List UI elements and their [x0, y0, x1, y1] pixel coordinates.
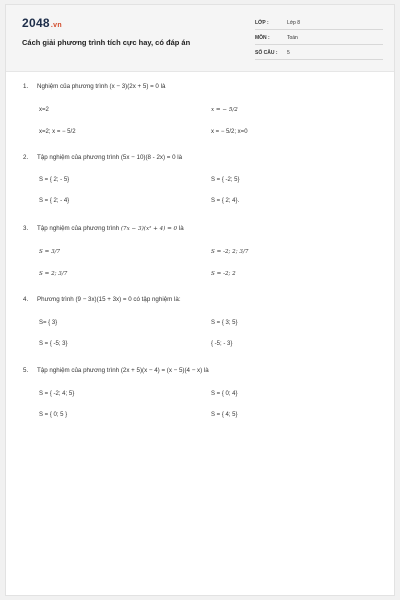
meta-value-class: Lớp 8	[287, 20, 301, 26]
question-3-option-c[interactable]: S = 2; 3/7	[39, 271, 68, 277]
question-1-stem	[23, 83, 165, 90]
question-2-option-b[interactable]: S = { -2; 5}	[211, 177, 240, 183]
question-2-text: Tập nghiệm của phương trình (5x − 10)(8 - 2x) = 0 là	[37, 154, 183, 161]
question-1-text: Nghiệm của phương trình (x − 3)(2x + 5) = 0 là	[37, 83, 166, 90]
question-1-number: 1.	[23, 83, 29, 90]
meta-row-count	[255, 47, 383, 60]
document-header	[6, 5, 394, 72]
question-2-stem	[23, 154, 182, 161]
question-1-option-d[interactable]: x = − 5/2; x=0	[211, 129, 248, 135]
question-3-option-d[interactable]: S = -2; 2	[211, 271, 236, 277]
question-4-option-b[interactable]: S = { 3; 5}	[211, 320, 238, 326]
question-3-option-a[interactable]: S = 3/7	[39, 249, 61, 255]
question-1-option-a[interactable]: x=2	[39, 107, 49, 113]
question-2-number: 2.	[23, 154, 29, 161]
question-3-equation: (7x − 3)(x² + 4) = 0	[120, 226, 178, 232]
question-4-option-c[interactable]: S = { -5; 3}	[39, 341, 68, 347]
meta-label-class: LỚP :	[255, 20, 269, 26]
logo-suffix: .vn	[50, 22, 62, 29]
question-2-option-d[interactable]: S = { 2; 4}.	[211, 198, 240, 204]
question-5-option-a[interactable]: S = { -2; 4; 5}	[39, 391, 75, 397]
question-5-text: Tập nghiệm của phương trình (2x + 5)(x − 4) = (x − 5)(4 − x) là	[37, 367, 209, 374]
meta-row-subject	[255, 32, 383, 45]
question-5-stem	[23, 367, 209, 374]
meta-row-class	[255, 17, 383, 30]
question-5-option-c[interactable]: S = { 0; 5 }	[39, 412, 68, 418]
question-2-option-a[interactable]: S = { 2; - 5}	[39, 177, 70, 183]
meta-value-count: 5	[287, 50, 290, 56]
meta-label-subject: MÔN :	[255, 35, 270, 41]
site-logo[interactable]	[22, 16, 62, 30]
question-4-option-d[interactable]: { -5; - 3}	[211, 341, 233, 347]
document-title: Cách giải phương trình tích cực hay, có đáp án	[22, 38, 191, 47]
question-4-number: 4.	[23, 296, 29, 303]
question-4-option-a[interactable]: S= { 3}	[39, 320, 58, 326]
question-3-text-suffix: là	[177, 225, 184, 232]
question-1-option-c[interactable]: x=2; x = − 5/2	[39, 129, 76, 135]
question-4-text: Phương trình (9 − 3x)(15 + 3x) = 0 có tập nghiệm là:	[37, 296, 181, 303]
question-5-number: 5.	[23, 367, 29, 374]
question-3-text-prefix: Tập nghiệm của phương trình	[37, 225, 121, 232]
question-5-option-d[interactable]: S = { 4; 5}	[211, 412, 238, 418]
question-5-option-b[interactable]: S = { 0; 4}	[211, 391, 238, 397]
question-3-option-b[interactable]: S = -2; 2; 3/7	[211, 249, 249, 255]
meta-label-count: SỐ CÂU :	[255, 50, 278, 56]
document-page	[5, 4, 395, 596]
question-2-option-c[interactable]: S = { 2; - 4}	[39, 198, 70, 204]
question-3-stem	[23, 225, 184, 232]
question-4-stem	[23, 296, 181, 303]
logo-text: 2048	[22, 16, 50, 30]
meta-value-subject: Toán	[287, 35, 298, 41]
question-1-option-b[interactable]: x = − 5/2	[211, 107, 238, 113]
question-3-number: 3.	[23, 225, 29, 232]
